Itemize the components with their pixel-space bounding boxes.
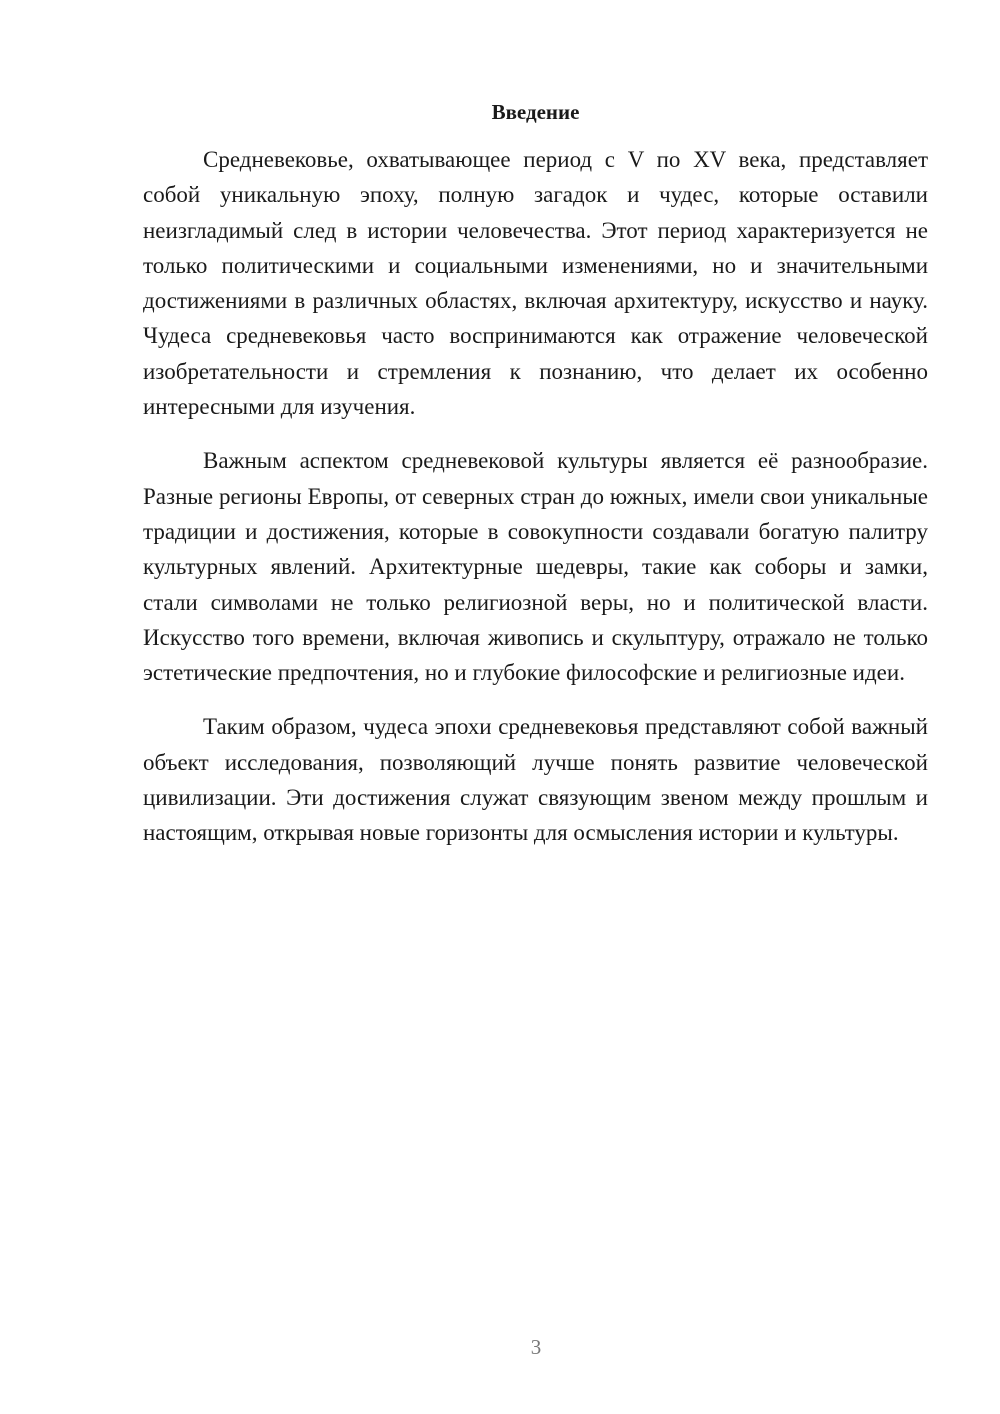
- paragraph-2: Важным аспектом средневековой культуры является её разнообразие. Разные регионы Европы, от северных стран до южных, имели свои уникальные традиции и достижения, которые в совокупности создавали богатую палитру культурных явлений. Архитектурные шедевры, такие как соборы и замки, стали символами не только религиозной веры, но и политической власти. Искусство того времени, включая живопись и скульптуру, отражало не только эстетические предпочтения, но и глубокие философские и религиозные идеи.: [143, 448, 928, 686]
- paragraph-3: Таким образом, чудеса эпохи средневековья представляют собой важный объект исследования, позволяющий лучше понять развитие человеческой цивилизации. Эти достижения служат связующим звеном между прошлым и настоящим, открывая новые горизонты для осмысления истории и культуры.: [143, 714, 928, 846]
- body-text: [143, 142, 928, 870]
- page-number: 3: [530, 1335, 542, 1359]
- page-heading: Введение: [491, 100, 580, 124]
- paragraph-1: Средневековье, охватывающее период с V по XV века, представляет собой уникальную эпоху, полную загадок и чудес, которые оставили неизгладимый след в истории человечества. Этот период характеризуется не только политическими и социальными изменениями, но и значительными достижениями в различных областях, включая архитектуру, искусство и науку. Чудеса средневековья часто воспринимаются как отражение человеческой изобретательности и стремления к познанию, что делает их особенно интересными для изучения.: [143, 147, 928, 420]
